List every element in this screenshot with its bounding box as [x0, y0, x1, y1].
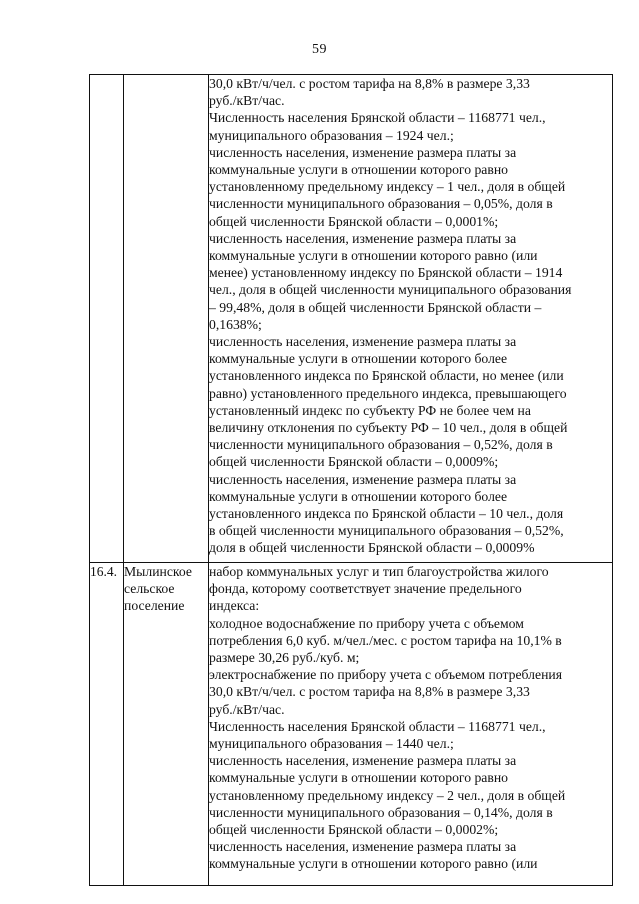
text-line: 0,1638%;	[209, 316, 262, 332]
name-line: поселение	[124, 598, 185, 614]
text-line: общей численности Брянской области – 0,0002%;	[209, 822, 499, 838]
text-line: 30,0 кВт/ч/чел. с ростом тарифа на 8,8% в размере 3,33	[209, 76, 530, 91]
municipality-name-cell	[124, 563, 209, 886]
row-number-cell	[90, 75, 124, 563]
text-line: коммунальные услуги в отношении которого равно	[209, 770, 509, 786]
text-line: размере 30,26 руб./куб. м;	[209, 650, 360, 666]
text-line: электроснабжение по прибору учета с объемом потребления	[209, 667, 563, 683]
text-line: общей численности Брянской области – 0,0009%;	[209, 454, 499, 470]
document-table	[89, 74, 613, 886]
text-line: численность населения, изменение размера платы за	[209, 334, 517, 350]
text-line: установленного индекса по Брянской области, но менее (или	[209, 368, 564, 384]
municipality-name-cell	[124, 75, 209, 563]
text-line: муниципального образования – 1440 чел.;	[209, 736, 454, 752]
text-line: численность населения, изменение размера платы за	[209, 230, 517, 246]
text-line: Численность населения Брянской области – 1168771 чел.,	[209, 110, 546, 126]
text-line: коммунальные услуги в отношении которого более	[209, 351, 508, 367]
text-line: равно) установленного предельного индекса, превышающего	[209, 385, 567, 401]
text-line: доля в общей численности Брянской области – 0,0009%	[209, 540, 535, 556]
text-line: чел., доля в общей численности муниципального образования	[209, 282, 572, 298]
text-line: коммунальные услуги в отношении которого равно (или	[209, 248, 538, 264]
text-line: численности муниципального образования – 0,05%, доля в	[209, 196, 553, 212]
page-number: 59	[312, 42, 327, 57]
text-line: установленного индекса по Брянской области – 10 чел., доля	[209, 506, 564, 522]
text-line: Численность населения Брянской области – 1168771 чел.,	[209, 718, 546, 734]
text-line: набор коммунальных услуг и тип благоустройства жилого	[209, 564, 549, 579]
text-line: коммунальные услуги в отношении которого равно (или	[209, 856, 538, 872]
text-line: холодное водоснабжение по прибору учета с объемом	[209, 615, 524, 631]
text-line: установленному предельному индексу – 1 чел., доля в общей	[209, 179, 566, 195]
text-line: установленному предельному индексу – 2 чел., доля в общей	[209, 787, 566, 803]
text-line: – 99,48%, доля в общей численности Брянской области –	[209, 299, 542, 315]
description-cell	[209, 75, 613, 563]
text-line: руб./кВт/час.	[209, 701, 285, 717]
text-line: численность населения, изменение размера платы за	[209, 839, 517, 855]
name-line: Мылинское	[124, 564, 192, 579]
table-row	[90, 563, 613, 886]
text-line: индекса:	[209, 598, 260, 614]
description-cell	[209, 563, 613, 886]
text-line: коммунальные услуги в отношении которого равно	[209, 162, 509, 178]
text-line: менее) установленному индексу по Брянской области – 1914	[209, 265, 563, 281]
text-line: муниципального образования – 1924 чел.;	[209, 127, 454, 143]
text-line: численность населения, изменение размера платы за	[209, 471, 517, 487]
text-line: численности муниципального образования – 0,52%, доля в	[209, 437, 553, 453]
text-line: установленный индекс по субъекту РФ не более чем на	[209, 402, 531, 418]
text-line: численности муниципального образования – 0,14%, доля в	[209, 804, 553, 820]
text-line: потребления 6,0 куб. м/чел./мес. с ростом тарифа на 10,1% в	[209, 632, 562, 648]
text-line: общей численности Брянской области – 0,0001%;	[209, 213, 499, 229]
table-row	[90, 75, 613, 563]
text-line: коммунальные услуги в отношении которого более	[209, 488, 508, 504]
text-line: 30,0 кВт/ч/чел. с ростом тарифа на 8,8% в размере 3,33	[209, 684, 530, 700]
text-line: численность населения, изменение размера платы за	[209, 753, 517, 769]
text-line: величину отклонения по субъекту РФ – 10 чел., доля в общей	[209, 420, 568, 436]
text-line: фонда, которому соответствует значение предельного	[209, 581, 522, 597]
name-line: сельское	[124, 581, 175, 597]
text-line: в общей численности муниципального образования – 0,52%,	[209, 523, 564, 539]
text-line: руб./кВт/час.	[209, 93, 285, 109]
row-number-cell: 16.4.	[90, 563, 124, 886]
text-line: численность населения, изменение размера платы за	[209, 144, 517, 160]
